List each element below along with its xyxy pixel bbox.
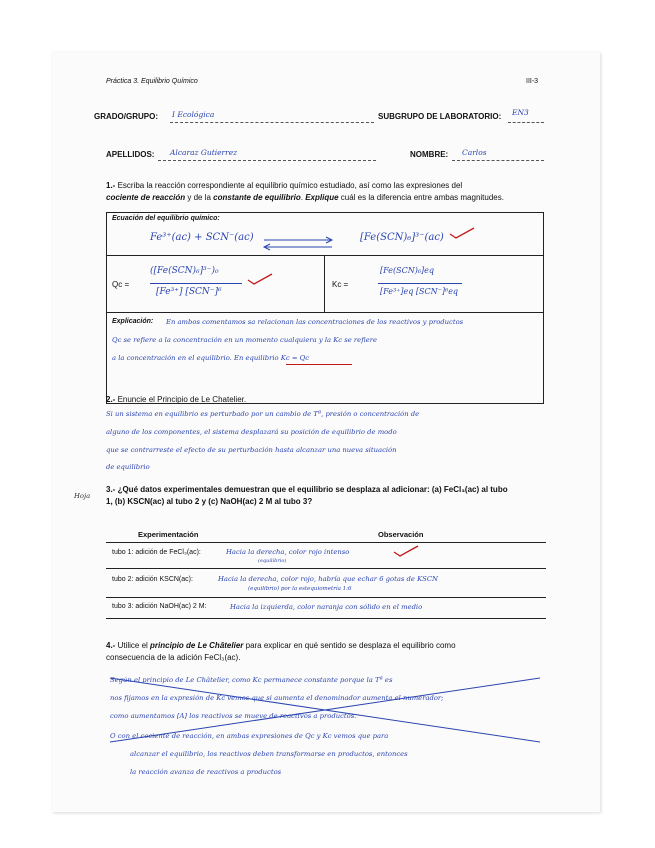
table3-row-line-1	[106, 568, 546, 569]
check-mark-icon	[392, 544, 422, 558]
explanation-line-3: a la concentración en el equilibrio. En equilibrio Kc = Qc	[112, 354, 310, 362]
equation-right: [Fe(SCN)₆]³⁻(ac)	[360, 232, 444, 243]
q4-answer-line-2: nos fijamos en la expresión de Kc vemos que si aumenta el denominador aumenta el numerador;	[110, 694, 444, 702]
kc-numerator: [Fe(SCN)₆]eq	[380, 266, 434, 275]
grado-label: GRADO/GRUPO:	[94, 112, 158, 121]
question-3: 3.- ¿Qué datos experimentales demuestran que el equilibrio se desplaza al adicionar: (a) FeCl₃(ac) al tubo 1, (b) KSCN(ac) al tubo 2 y (c) NaOH(ac) 2 M al tubo 3?	[106, 485, 508, 506]
tube-1-label: tubo 1: adición de FeCl₃(ac):	[112, 549, 201, 556]
question-2: 2.- Enuncie el Principio de Le Chatelier.	[106, 395, 247, 404]
q4-answer-line-1: Según el principio de Le Châtelier, como Kc permanece constante porque la Tª es	[110, 676, 393, 684]
q4-answer-line-5: alcanzar el equilibrio, los reactivos deben transformarse en productos, entonces	[130, 750, 408, 758]
kc-label: Kc =	[332, 280, 349, 289]
qc-numerator: ([Fe(SCN)₆]³⁻)₀	[150, 266, 219, 276]
q4-answer-line-4: O con el cociente de reacción, en ambas expresiones de Qc y Kc vemos que para	[110, 732, 389, 740]
tube-1-observation: Hacia la derecha, color rojo intenso	[226, 548, 350, 556]
q2-answer-line-2: alguno de los componentes, el sistema desplazará su posición de equilibrio de modo	[106, 428, 397, 436]
col-experimentation: Experimentación	[138, 530, 199, 539]
nombre-label: NOMBRE:	[410, 150, 449, 159]
kc-denominator: [Fe³⁺]eq [SCN⁻]⁶eq	[380, 287, 459, 296]
grado-value: I Ecológica	[172, 110, 215, 119]
table3-row-line-2	[106, 597, 546, 598]
tube-3-observation: Hacia la izquierda, color naranja con sólido en el medio	[230, 603, 423, 611]
q2-answer-line-3: que se contrarreste el efecto de su perturbación hasta alcanzar una nueva situación	[106, 446, 397, 454]
equilibrium-arrows-icon	[262, 236, 342, 252]
q4-answer-line-6: la reacción avanza de reactivos a productos	[130, 768, 282, 776]
equation-label: Ecuación del equilibrio químico:	[112, 215, 220, 222]
check-mark-icon	[246, 272, 276, 286]
margin-note: Hoja	[74, 492, 91, 500]
q4-answer-line-3: como aumentamos [A] los reactivos se mueve de reactivos a productos.	[110, 712, 357, 720]
table3-header-line	[106, 542, 546, 543]
explanation-line-2: Qc se refiere a la concentración en un momento cualquiera y la Kc se refiere	[112, 336, 378, 344]
question-1: 1.- Escriba la reacción correspondiente al equilibrio químico estudiado, así como las expresiones del cociente de reacción y de la constante de equilibrio. Explique cuál es la diferencia entre ambas magnitudes.	[106, 181, 504, 202]
apellidos-value: Alcaraz Gutierrez	[170, 148, 238, 157]
page-code: III-3	[526, 78, 539, 85]
qc-label: Qc =	[112, 280, 130, 289]
explanation-line-1: En ambos comentamos sa relacionan las concentraciones de los reactivos y productos	[166, 318, 464, 326]
nombre-value: Carlos	[462, 148, 487, 157]
qc-denominator: [Fe³⁺] [SCN⁻]⁶	[156, 287, 222, 297]
table-divider-2	[106, 312, 543, 313]
equation-left: Fe³⁺(ac) + SCN⁻(ac)	[150, 232, 254, 243]
subgrupo-line	[508, 122, 544, 123]
grado-line	[170, 122, 374, 123]
nombre-line	[452, 160, 544, 161]
tube-2-observation: Hacia la derecha, color rojo, habría que echar 6 gotas de KSCN	[218, 575, 438, 583]
check-mark-icon	[448, 226, 478, 240]
tube-2-label: tubo 2: adición KSCN(ac):	[112, 576, 193, 583]
table-divider-v	[324, 255, 325, 312]
red-underline	[286, 364, 352, 365]
qc-fraction-bar	[150, 283, 242, 284]
kc-fraction-bar	[378, 283, 462, 284]
question-4: 4.- Utilice el principio de Le Châtelier para explicar en qué sentido se desplaza el equilibrio como consecuencia de la adición FeCl₃(ac).	[106, 641, 456, 662]
subgrupo-label: SUBGRUPO DE LABORATORIO:	[378, 112, 502, 121]
explanation-label: Explicación:	[112, 318, 154, 325]
apellidos-line	[158, 160, 376, 161]
tube-2-note: (equilibrio) por la estequiometría 1:6	[248, 586, 352, 592]
table3-row-line-3	[106, 618, 546, 619]
subgrupo-value: EN3	[512, 108, 529, 117]
tube-1-note: (equilibrio)	[258, 558, 287, 564]
q2-answer-line-1: Si un sistema en equilibrio es perturbado por un cambio de Tª, presión o concentración de	[106, 410, 420, 418]
practice-title: Práctica 3. Equilibrio Químico	[106, 78, 198, 85]
q2-answer-line-4: de equilibrio	[106, 463, 150, 471]
strike-through-mark	[100, 672, 550, 782]
tube-3-label: tubo 3: adición NaOH(ac) 2 M:	[112, 603, 207, 610]
col-observation: Observación	[378, 530, 424, 539]
apellidos-label: APELLIDOS:	[106, 150, 155, 159]
